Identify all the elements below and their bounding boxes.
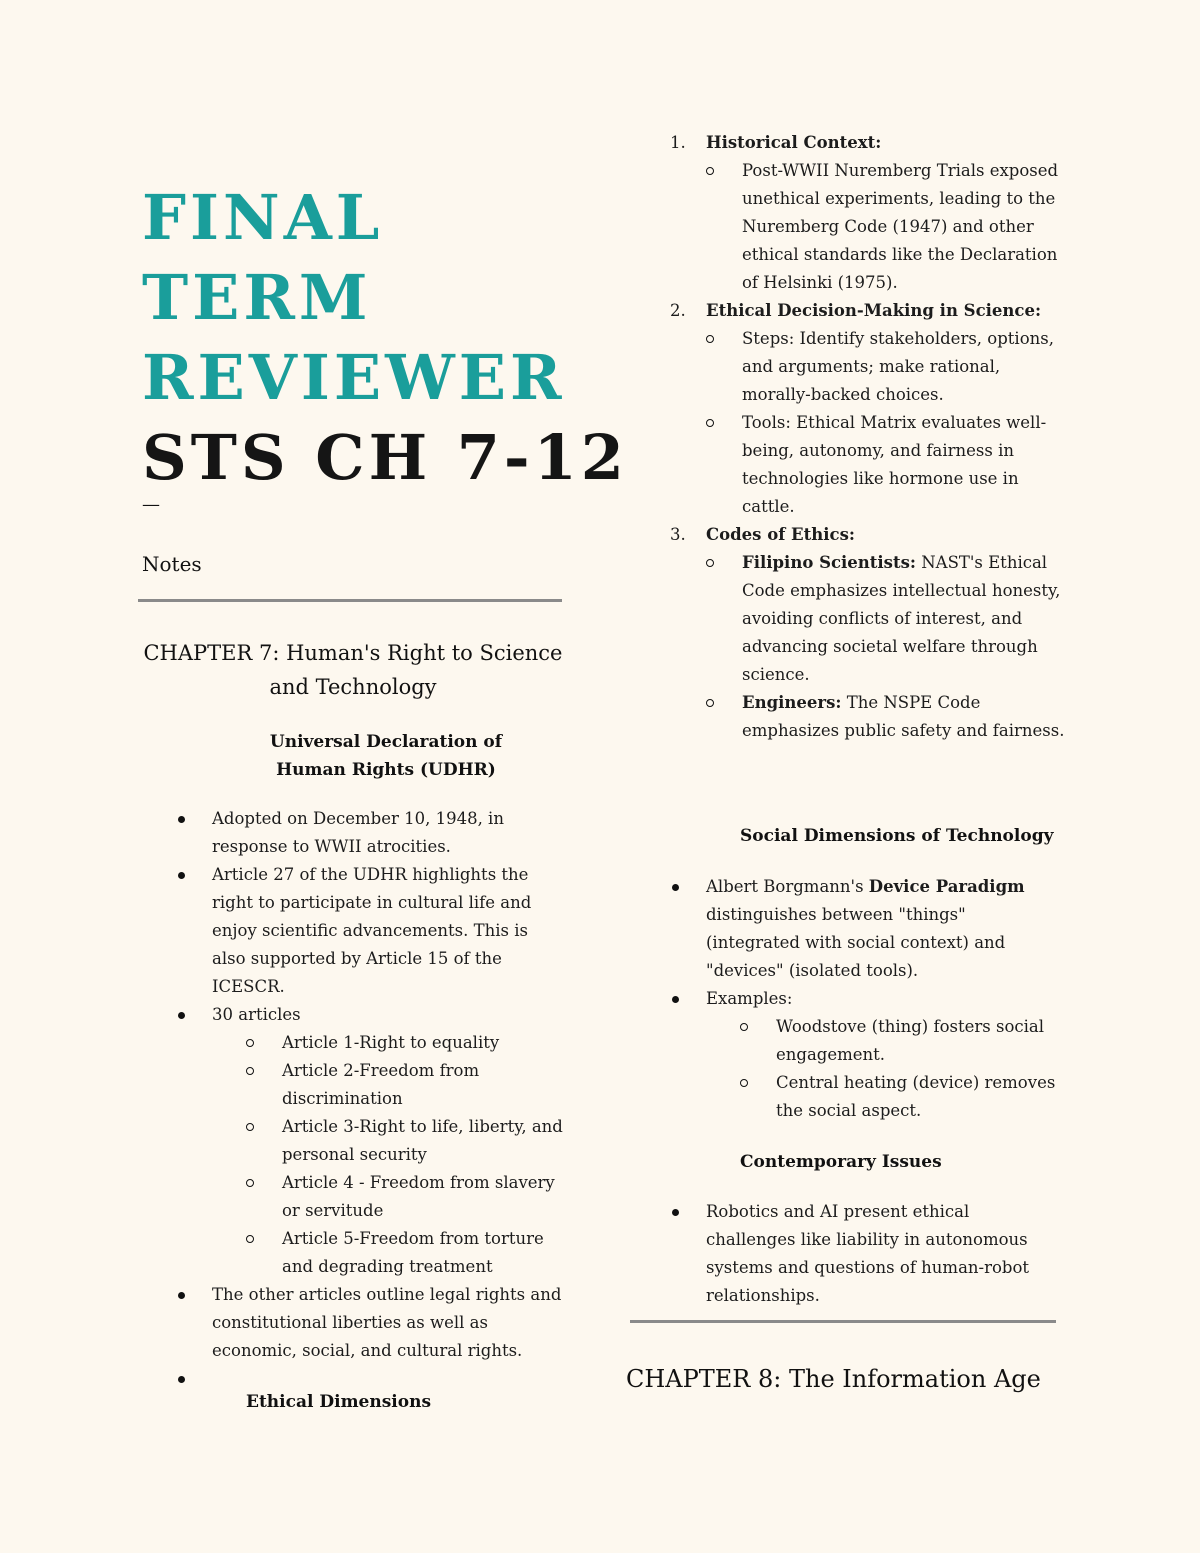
contemporary-bullet-list [670,1198,1060,1310]
list-item: 1. Historical Context: Post-WWII Nuremberg Trials exposed unethical experiments, leading to the Nuremberg Code (1947) and other ethical standards like the Declaration of Helsinki (1975). [670,129,1070,297]
list-item: Post-WWII Nuremberg Trials exposed unethical experiments, leading to the Nuremberg Code (1947) and other ethical standards like the Declaration of Helsinki (1975). [706,157,1070,297]
list-item: Woodstove (thing) fosters social engagement. [740,1013,1060,1069]
title-line-2: TERM [142,261,372,334]
title-line-4: STS CH 7-12 [142,421,628,494]
title-line-3: REVIEWER [142,341,566,414]
udhr-bullet-list [176,805,566,1393]
chapter-8-title: CHAPTER 8: The Information Age [626,1365,1041,1393]
list-item: Article 1-Right to equality [246,1029,566,1057]
ethics-numbered-list [670,129,1070,745]
articles-list [246,1029,566,1281]
list-item: Article 4 - Freedom from slavery or servitude [246,1169,566,1225]
historical-sublist [706,157,1070,297]
list-item: Article 5-Freedom from torture and degrading treatment [246,1225,566,1281]
udhr-heading: Universal Declaration of Human Rights (UDHR) [269,732,503,780]
list-item: Article 3-Right to life, liberty, and personal security [246,1113,566,1169]
list-item: Article 2-Freedom from discrimination [246,1057,566,1113]
list-item: 2. Ethical Decision-Making in Science: Steps: Identify stakeholders, options, and arguments; make rational, morally-backed choices. Tools: Ethical Matrix evaluates well-being, autonomy, and fairness in technologies like hormone use in cattle. [670,297,1070,521]
list-item: Robotics and AI present ethical challenges like liability in autonomous systems and questions of human-robot relationships. [670,1198,1060,1310]
title-line-1: FINAL [142,181,384,254]
codes-sublist [706,549,1070,745]
decision-sublist [706,325,1070,521]
list-item: Article 27 of the UDHR highlights the right to participate in cultural life and enjoy scientific advancements. This is also supported by Article 15 of the ICESCR. [176,861,566,1001]
list-item: Examples: Woodstove (thing) fosters social engagement. Central heating (device) removes the social aspect. [670,985,1060,1125]
list-item: 30 articles Article 1-Right to equality Article 2-Freedom from discrimination Article 3-Right to life, liberty, and personal security Article 4 - Freedom from slavery or servitude Article 5-Freedom from torture and degrading treatment [176,1001,566,1281]
list-item: Steps: Identify stakeholders, options, and arguments; make rational, morally-backed choices. [706,325,1070,409]
list-item: Engineers: The NSPE Code emphasizes public safety and fairness. [706,689,1070,745]
list-item: Adopted on December 10, 1948, in response to WWII atrocities. [176,805,566,861]
document-title [142,178,628,498]
contemporary-issues-heading: Contemporary Issues [740,1152,942,1172]
notes-label: Notes [142,552,202,576]
ethical-dimensions-heading: Ethical Dimensions [246,1392,432,1412]
list-item: 3. Codes of Ethics: Filipino Scientists: NAST's Ethical Code emphasizes intellectual honesty, avoiding conflicts of interest, and advancing societal welfare through science. Engineers: The NSPE Code emphasizes public safety and fairness. [670,521,1070,745]
list-item: Filipino Scientists: NAST's Ethical Code emphasizes intellectual honesty, avoiding conflicts of interest, and advancing societal welfare through science. [706,549,1070,689]
social-bullet-list [670,873,1060,1125]
social-dimensions-heading: Social Dimensions of Technology [740,826,1054,846]
list-item: Tools: Ethical Matrix evaluates well-being, autonomy, and fairness in technologies like hormone use in cattle. [706,409,1070,521]
chapter-7-title: CHAPTER 7: Human's Right to Science and Technology [143,641,563,699]
divider-line-1 [138,599,562,602]
list-item: The other articles outline legal rights and constitutional liberties as well as economic, social, and cultural rights. [176,1281,566,1365]
examples-sublist [740,1013,1060,1125]
divider-line-2 [630,1320,1056,1323]
list-item: Albert Borgmann's Device Paradigm distinguishes between "things" (integrated with social context) and "devices" (isolated tools). [670,873,1060,985]
title-dash: — [142,494,160,515]
list-item: Central heating (device) removes the social aspect. [740,1069,1060,1125]
